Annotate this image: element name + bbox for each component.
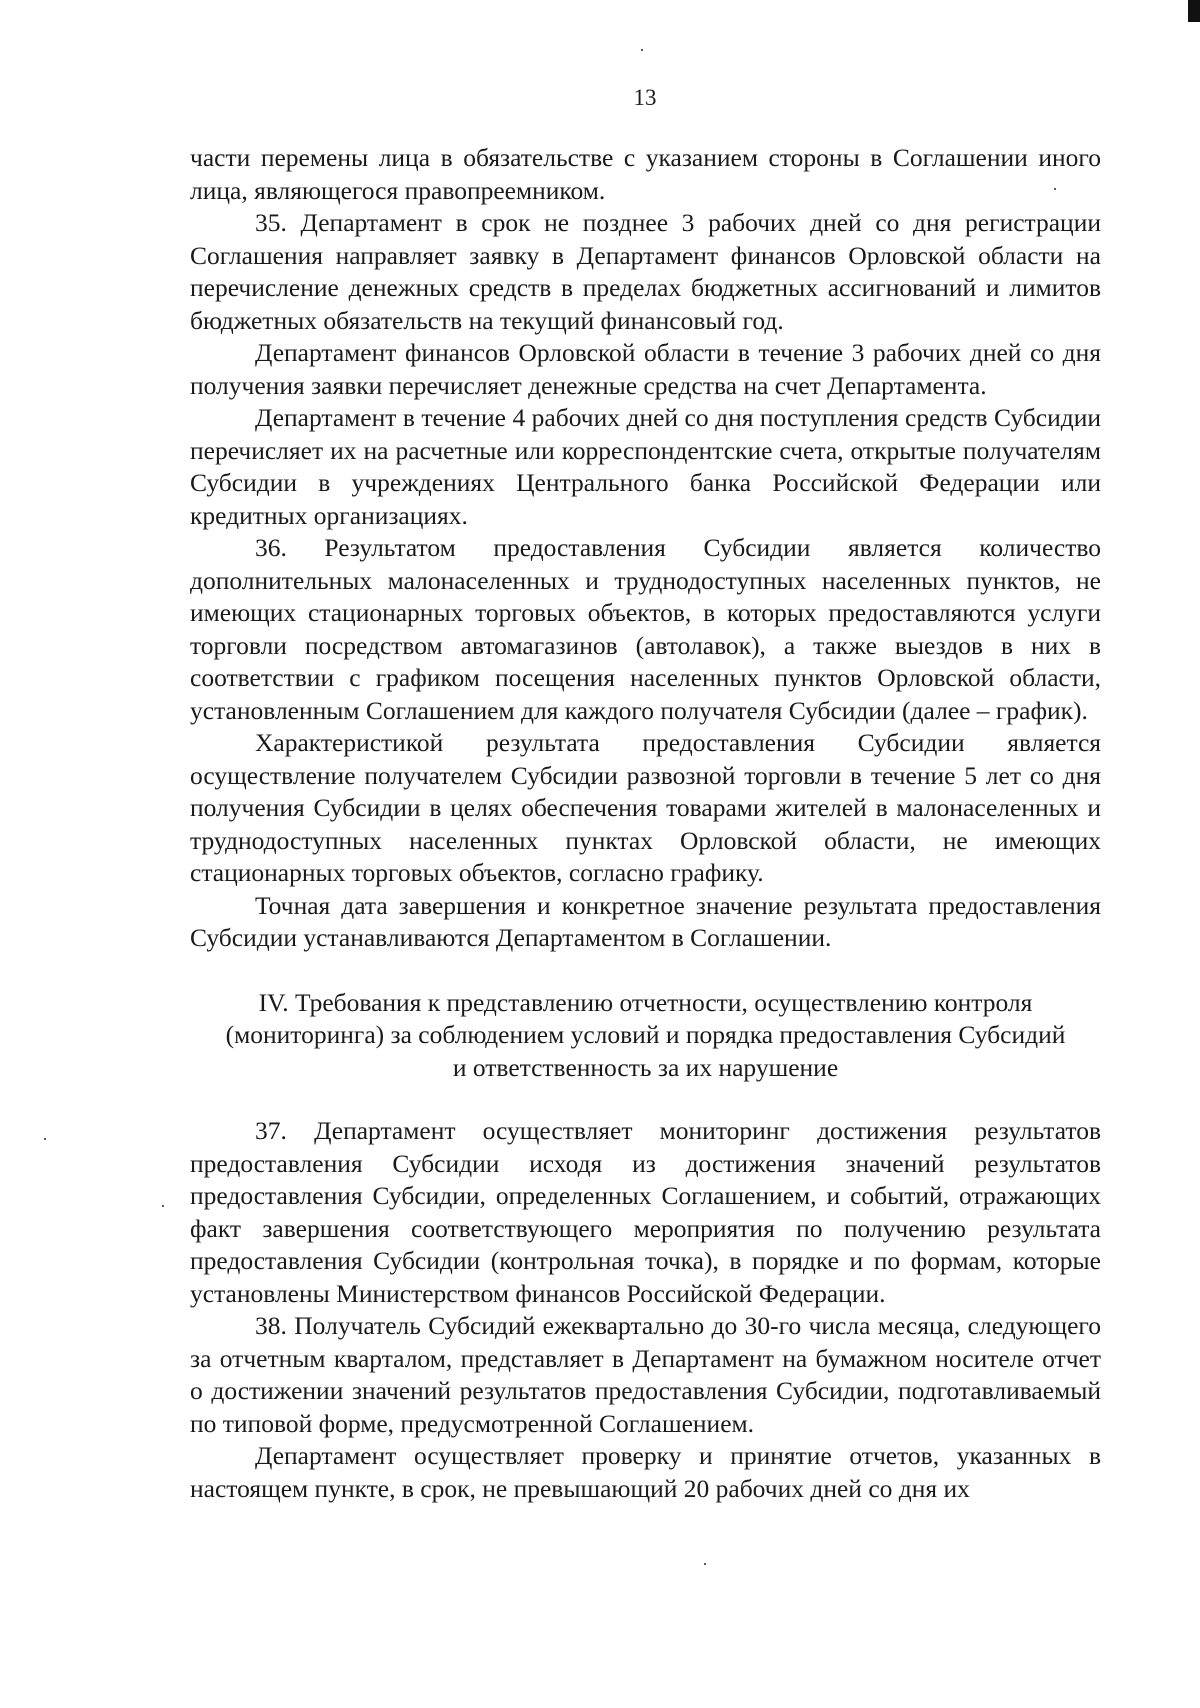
scan-speck	[704, 1563, 706, 1565]
paragraph-37: 37. Департамент осуществляет мониторинг достижения результатов предоставления Субсидии исходя из достижения значений результатов предоставления Субсидии, определенных Соглашением, и событий, отражающих факт завершения соответствующего мероприятия по получению результата предоставления Субсидии (контрольная точка), в порядке и по формам, которые установлены Министерством финансов Российской Федерации.	[190, 1116, 1101, 1308]
scan-speck	[641, 49, 643, 51]
section-heading-line: IV. Требования к представлению отчетности, осуществлению контроля	[258, 987, 1033, 1017]
page-number: 13	[633, 85, 657, 110]
section-heading	[190, 987, 1101, 1085]
paragraph-36-exact-date: Точная дата завершения и конкретное значение результата предоставления Субсидии устанавливаются Департаментом в Соглашении.	[190, 890, 1101, 952]
document-body	[190, 142, 1101, 1505]
paragraph-35: 35. Департамент в срок не позднее 3 рабочих дней со дня регистрации Соглашения направляет заявку в Департамент финансов Орловской области на перечисление денежных средств в пределах бюджетных ассигнований и лимитов бюджетных обязательств на текущий финансовый год.	[190, 208, 1101, 335]
scan-speck	[44, 1138, 46, 1140]
paragraph-36: 36. Результатом предоставления Субсидии является количество дополнительных малонаселенных и труднодоступных населенных пунктов, не имеющих стационарных торговых объектов, в которых предоставляются услуги торговли посредством автомагазинов (автолавок), а также выездов в них в соответствии с графиком посещения населенных пунктов Орловской области, установленным Соглашением для каждого получателя Субсидии (далее – график).	[190, 533, 1101, 725]
paragraph-38-review: Департамент осуществляет проверку и принятие отчетов, указанных в настоящем пункте, в срок, не превышающий 20 рабочих дней со дня их	[190, 1441, 1101, 1503]
scan-edge-mark	[1188, 0, 1200, 22]
section-heading-line: и ответственность за их нарушение	[452, 1052, 839, 1082]
paragraph-35-subsidy-transfer: Департамент в течение 4 рабочих дней со дня поступления средств Субсидии перечисляет их на расчетные или корреспондентские счета, открытые получателям Субсидии в учреждениях Центрального банка Российской Федерации или кредитных организациях.	[190, 403, 1101, 530]
scan-speck	[162, 1205, 164, 1207]
paragraph-36-characteristic: Характеристикой результата предоставления Субсидии является осуществление получателем Субсидии развозной торговли в течение 5 лет со дня получения Субсидии в целях обеспечения товарами жителей в малонаселенных и труднодоступных населенных пунктах Орловской области, не имеющих стационарных торговых объектов, согласно графику.	[190, 728, 1101, 887]
paragraph-continuation: части перемены лица в обязательстве с указанием стороны в Соглашении иного лица, являющегося правопреемником.	[190, 143, 1101, 205]
section-heading-line: (мониторинга) за соблюдением условий и порядка предоставления Субсидий	[225, 1020, 1066, 1049]
paragraph-38: 38. Получатель Субсидий ежеквартально до 30-го числа месяца, следующего за отчетным кварталом, представляет в Департамент на бумажном носителе отчет о достижении значений результатов предоставления Субсидии, подготавливаемый по типовой форме, предусмотренной Соглашением.	[190, 1311, 1101, 1438]
paragraph-35-funds-transfer: Департамент финансов Орловской области в течение 3 рабочих дней со дня получения заявки перечисляет денежные средства на счет Департамента.	[190, 338, 1101, 400]
